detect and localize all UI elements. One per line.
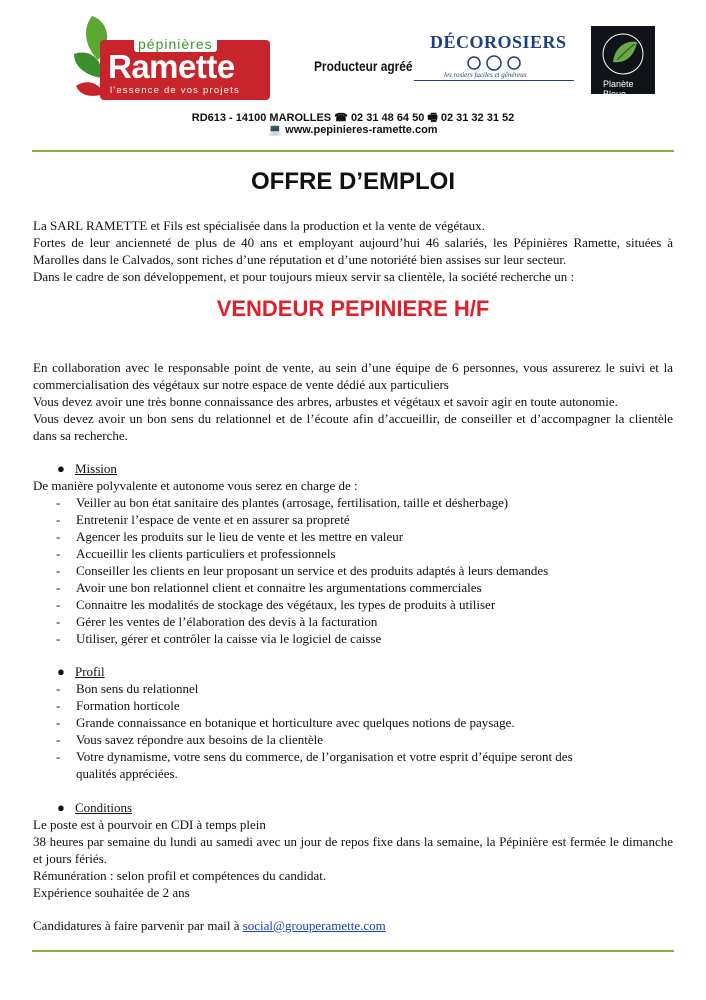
list-item: - Vous savez répondre aux besoins de la clientèle — [56, 731, 576, 748]
intro-line: Fortes de leur ancienneté de plus de 40 ans et employant aujourd’hui 46 salariés, les Pépinières Ramette, situées à Marolles dans le Calvados, sont riches d’une réputation et d’une notoriété bien assises sur leur secteur. — [33, 235, 673, 267]
ramette-logo — [70, 14, 270, 100]
list-item: - Gérer les ventes de l’élaboration des devis à la facturation — [56, 613, 656, 630]
list-item: - Conseiller les clients en leur proposant un service et des produits adaptés à leurs demandes — [56, 562, 656, 579]
rose-icon — [464, 54, 524, 72]
top-divider — [32, 150, 674, 152]
mission-heading — [57, 460, 117, 477]
mission-heading-text: Mission — [75, 461, 117, 476]
mission-intro: De manière polyvalente et autonome vous serez en charge de : — [33, 478, 358, 493]
bullet-icon: ● — [57, 800, 65, 815]
planete-bleue-label: Planète Bleue — [603, 79, 634, 99]
list-item: - Utiliser, gérer et contrôler la caisse via le logiciel de caisse — [56, 630, 656, 647]
brand-top-text: pépinières — [134, 36, 217, 52]
page-title: OFFRE D’EMPLOI — [251, 168, 455, 195]
job-title: VENDEUR PEPINIERE H/F — [216, 296, 490, 321]
list-item: - Agencer les produits sur le lieu de vente et les mettre en valeur — [56, 528, 656, 545]
producteur-agree: Producteur agréé — [314, 58, 413, 74]
mission-list — [56, 494, 656, 647]
description-line: En collaboration avec le responsable point de vente, au sein d’une équipe de 6 personnes, vous assurerez le suivi et la commercialisation des végétaux sur notre espace de vente dédié aux particuliers — [33, 360, 673, 392]
brand-tagline: l'essence de vos projets — [110, 85, 240, 96]
list-item: - Veiller au bon état sanitaire des plantes (arrosage, fertilisation, taille et désherbage) — [56, 494, 656, 511]
intro-line: La SARL RAMETTE et Fils est spécialisée dans la production et la vente de végétaux. — [33, 218, 485, 233]
list-item: - Bon sens du relationnel — [56, 680, 576, 697]
decorosiers-tagline: les rosiers faciles et généreux — [444, 71, 527, 79]
website-line: 💻 www.pepinieres-ramette.com — [268, 124, 438, 136]
list-item: - Grande connaissance en botanique et horticulture avec quelques notions de paysage. — [56, 714, 576, 731]
planete-bleue-logo — [591, 26, 655, 99]
description-block — [33, 359, 673, 444]
profil-list — [56, 680, 576, 782]
decorosiers-logo — [414, 28, 574, 84]
planet-leaf-icon — [591, 26, 655, 78]
list-item: - Entretenir l’espace de vente et en assurer sa propreté — [56, 511, 656, 528]
list-item: - Formation horticole — [56, 697, 576, 714]
conditions-line: Rémunération : selon profil et compétences du candidat. — [33, 868, 327, 883]
conditions-heading — [57, 799, 132, 816]
profil-heading-text: Profil — [75, 664, 105, 679]
list-item: - Connaitre les modalités de stockage des végétaux, les types de produits à utiliser — [56, 596, 656, 613]
description-line: Vous devez avoir un bon sens du relationnel et de l’écoute afin d’accueillir, de conseiller et d’accompagner la clientèle dans sa recherche. — [33, 411, 673, 443]
address-line: RD613 - 14100 MAROLLES ☎ 02 31 48 64 50 🖷 02 31 32 31 52 — [191, 112, 515, 124]
profil-heading — [57, 663, 105, 680]
intro-line: Dans le cadre de son développement, et pour toujours mieux servir sa clientèle, la société recherche un : — [33, 269, 575, 284]
conditions-line: Le poste est à pourvoir en CDI à temps plein — [33, 817, 266, 832]
bullet-icon: ● — [57, 664, 65, 679]
bullet-icon: ● — [57, 461, 65, 476]
application-text: Candidatures à faire parvenir par mail à — [33, 918, 243, 933]
email-link[interactable]: social@grouperamette.com — [242, 918, 386, 933]
conditions-block — [33, 816, 673, 901]
conditions-line: 38 heures par semaine du lundi au samedi avec un jour de repos fixe dans la semaine, la Pépinière est fermée le dimanche et jours fériés. — [33, 834, 673, 866]
brand-name: Ramette — [108, 48, 235, 85]
application-line — [33, 917, 673, 934]
description-line: Vous devez avoir une très bonne connaissance des arbres, arbustes et végétaux et savoir agir en toute autonomie. — [33, 394, 618, 409]
conditions-heading-text: Conditions — [75, 800, 133, 815]
list-item: - Votre dynamisme, votre sens du commerce, de l’organisation et votre esprit d’équipe seront des qualités appréciées. — [56, 748, 576, 782]
intro-block — [33, 217, 673, 285]
conditions-line: Expérience souhaitée de 2 ans — [33, 885, 190, 900]
decorosiers-name: DÉCOROSIERS — [430, 32, 567, 52]
bottom-divider — [32, 950, 674, 952]
list-item: - Avoir une bon relationnel client et connaitre les argumentations commerciales — [56, 579, 656, 596]
decorosiers-underline — [414, 80, 574, 81]
list-item: - Accueillir les clients particuliers et professionnels — [56, 545, 656, 562]
